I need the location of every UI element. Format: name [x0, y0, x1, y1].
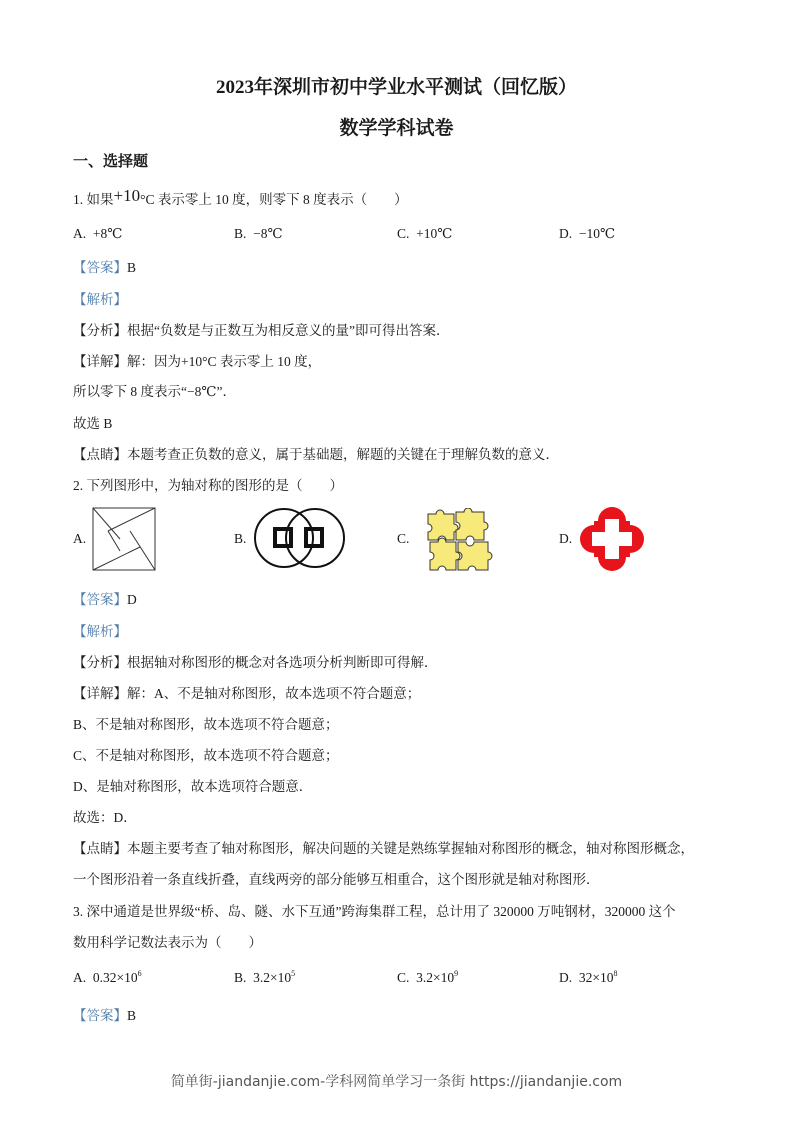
q1-xiangjie-2: 所以零下 8 度表示“−8℃”．	[73, 384, 236, 399]
q2-xiangjie-4: D、是轴对称图形，故本选项符合题意．	[73, 779, 313, 794]
q1-option-d: D. −10℃	[559, 226, 616, 241]
q1-stem-big: +10	[113, 186, 141, 205]
q2-xiangjie-3: C、不是轴对称图形，故本选项不符合题意；	[73, 748, 339, 763]
q1-xiangjie-3: 故选 B	[73, 416, 113, 431]
q3-stem-2: 数用科学记数法表示为（ ）	[73, 935, 262, 950]
q1-option-a: A. +8℃	[73, 226, 123, 241]
q3-option-b: B. $3.2\times 10^5$	[234, 969, 296, 985]
page-subtitle: 数学学科试卷	[339, 118, 454, 139]
q2-option-c-label: C.	[397, 531, 410, 546]
q2-xiangjie-5: 故选：D．	[73, 810, 137, 825]
q1-fenxi: 【分析】根据“负数是与正数互为相反意义的量”即可得出答案．	[73, 323, 450, 338]
q1-xiangjie-1: 【详解】解：因为+10°C 表示零上 10 度，	[73, 354, 322, 369]
q2-fenxi: 【分析】根据轴对称图形的概念对各选项分析判断即可得解．	[73, 655, 438, 670]
q3-option-a: A. $0.32\times 10^6$	[73, 969, 142, 985]
q1-option-b: B. −8℃	[234, 226, 283, 241]
q3-option-d: D. $32\times 10^8$	[559, 969, 618, 985]
square-pinwheel-figure	[92, 507, 156, 571]
q2-stem: 2. 下列图形中，为轴对称的图形的是（ ）	[73, 478, 343, 493]
q3-option-c: C. $3.2\times 10^9$	[397, 969, 459, 985]
q1-dianjing: 【点睛】本题考查正负数的意义，属于基础题，解题的关键在于理解负数的意义．	[73, 447, 559, 462]
q2-dianjing-1: 【点睛】本题主要考查了轴对称图形，解决问题的关键是熟练掌握轴对称图形的概念，轴对称图形概念，	[73, 841, 694, 856]
q2-option-a-label: A.	[73, 531, 87, 546]
q2-analysis-tag: 【解析】	[73, 624, 127, 639]
q1-answer: 【答案】B	[73, 260, 137, 275]
yellow-puzzle-pieces-figure	[422, 508, 494, 574]
q1-stem-prefix: 1. 如果	[73, 192, 114, 207]
q2-answer: 【答案】D	[73, 592, 137, 607]
footer-watermark: 简单街-jiandanjie.com-学科网简单学习一条街 https://jiandanjie.com	[170, 1074, 623, 1090]
overlapping-coins-figure	[252, 507, 348, 571]
q1-option-c: C. +10℃	[397, 226, 453, 241]
section-heading: 一、选择题	[73, 154, 149, 170]
q2-xiangjie-1: 【详解】解：A、不是轴对称图形，故本选项不符合题意；	[73, 686, 421, 701]
q3-answer: 【答案】B	[73, 1008, 137, 1023]
q2-option-d-label: D.	[559, 531, 573, 546]
q1-analysis-tag: 【解析】	[73, 292, 127, 307]
q2-xiangjie-2: B、不是轴对称图形，故本选项不符合题意；	[73, 717, 339, 732]
red-cross-emblem-figure	[580, 507, 644, 571]
q2-option-b-label: B.	[234, 531, 247, 546]
page-title: 2023年深圳市初中学业水平测试（回忆版）	[215, 77, 577, 98]
q3-stem-1: 3. 深中通道是世界级“桥、岛、隧、水下互通”跨海集群工程，总计用了 320000 万吨钢材，320000 这个	[73, 904, 676, 919]
q1-stem	[73, 188, 408, 209]
q1-stem-suffix: °C 表示零上 10 度，则零下 8 度表示（ ）	[140, 192, 408, 207]
q2-dianjing-2: 一个图形沿着一条直线折叠，直线两旁的部分能够互相重合，这个图形就是轴对称图形．	[73, 872, 600, 887]
